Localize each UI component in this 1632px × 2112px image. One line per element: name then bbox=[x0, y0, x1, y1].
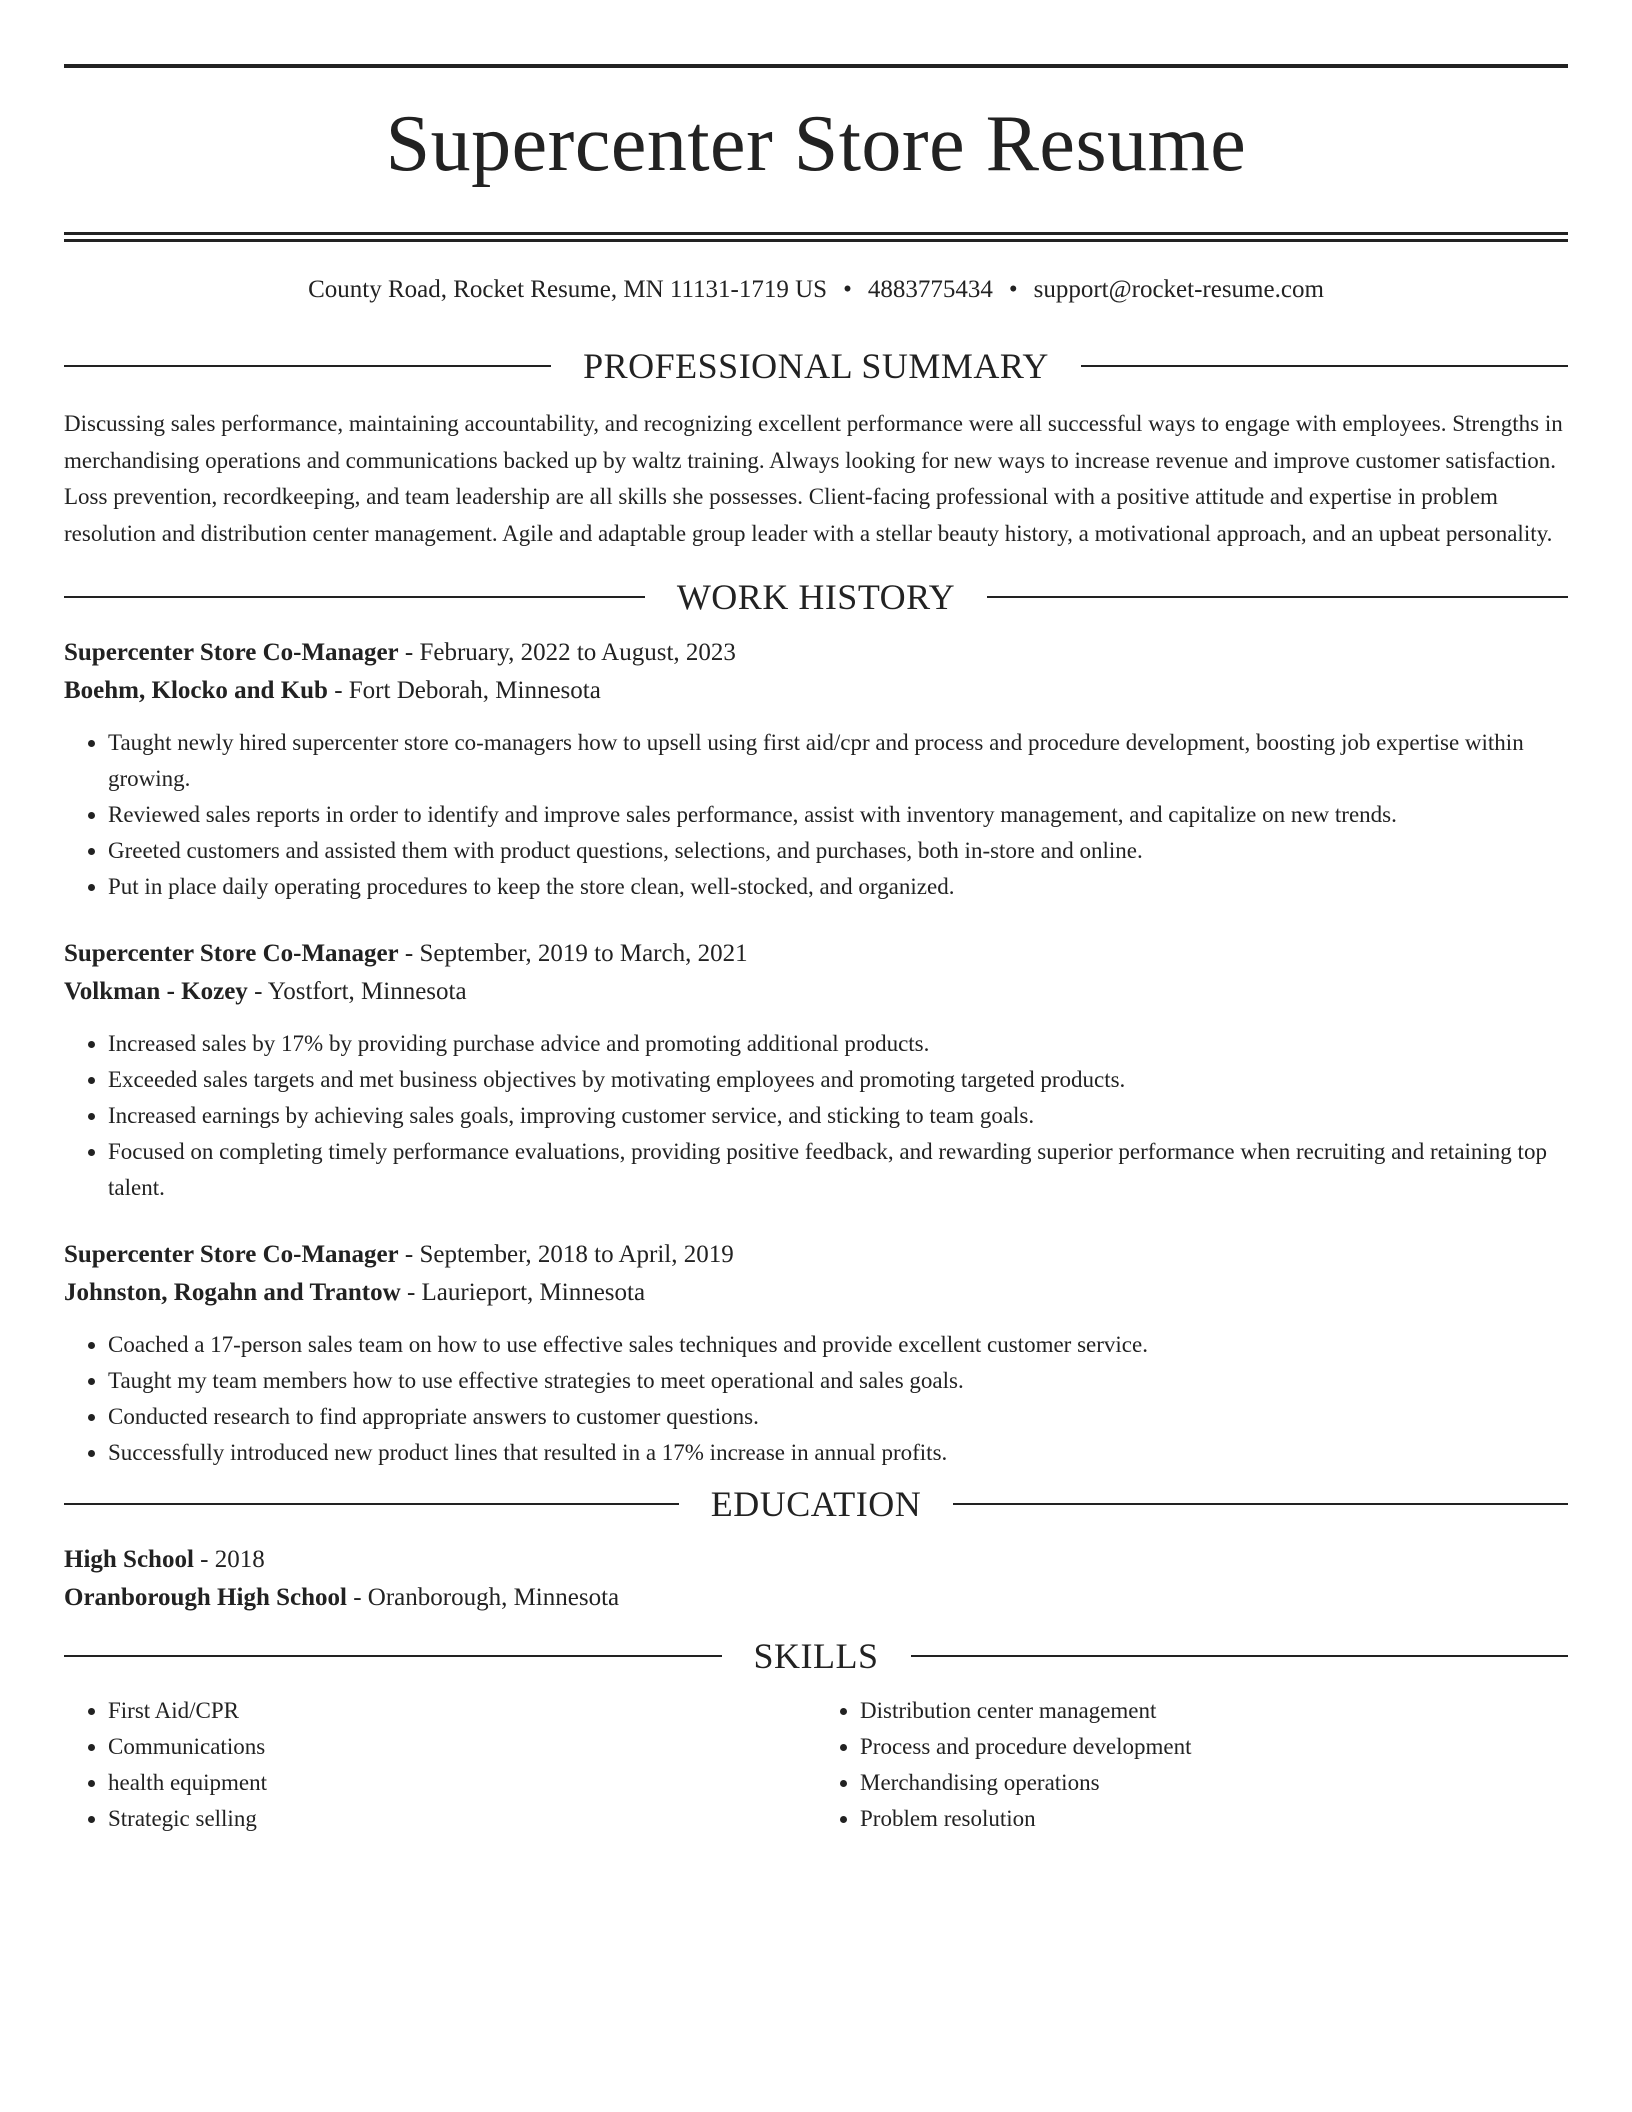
skill-item: • Communications bbox=[108, 1729, 816, 1765]
school-line bbox=[64, 1579, 1568, 1617]
list-item: • Taught my team members how to use effective strategies to meet operational and sales goals. bbox=[108, 1363, 1568, 1399]
job-title-line bbox=[64, 935, 1568, 973]
job-location: - Yostfort, Minnesota bbox=[247, 978, 467, 1005]
bullet-separator: • bbox=[1008, 276, 1018, 303]
skills-section-header bbox=[64, 1631, 1568, 1681]
heading-rule bbox=[64, 1503, 679, 1505]
job-company: Volkman - Kozey bbox=[64, 978, 248, 1005]
title-double-rule bbox=[64, 232, 1568, 242]
heading-rule bbox=[987, 596, 1568, 598]
skill-item: • Distribution center management bbox=[860, 1693, 1568, 1729]
summary-text: Discussing sales performance, maintaining accountability, and recognizing excellent performance were all successful ways to engage with employees. Strengths in merchandising operations and communications backed up by waltz training. Always looking for new ways to increase revenue and improve customer satisfaction. Loss prevention, recordkeeping, and team leadership are all skills she possesses. Client-facing professional with a positive attitude and expertise in problem resolution and distribution center management. Agile and adaptable group leader with a stellar beauty history, a motivational approach, and an upbeat personality. bbox=[64, 411, 1563, 546]
list-item: • Exceeded sales targets and met business objectives by motivating employees and promoting targeted products. bbox=[108, 1062, 1568, 1098]
work-section-header bbox=[64, 572, 1568, 622]
skill-item: • health equipment bbox=[108, 1765, 816, 1801]
heading-rule bbox=[911, 1655, 1569, 1657]
list-item: • Conducted research to find appropriate answers to customer questions. bbox=[108, 1399, 1568, 1435]
education-entry bbox=[64, 1541, 1568, 1617]
school-name: Oranborough High School bbox=[64, 1584, 347, 1611]
job-entry bbox=[64, 1236, 1568, 1471]
work-heading: WORK HISTORY bbox=[676, 577, 956, 617]
job-entry bbox=[64, 935, 1568, 1206]
heading-rule bbox=[64, 365, 551, 367]
contact-line bbox=[64, 272, 1568, 308]
job-bullets bbox=[64, 1327, 1568, 1471]
resume-title: Supercenter Store Resume bbox=[385, 100, 1247, 188]
contact-email: support@rocket-resume.com bbox=[1033, 276, 1324, 303]
list-item: • Put in place daily operating procedures to keep the store clean, well-stocked, and organized. bbox=[108, 869, 1568, 905]
list-item: • Focused on completing timely performance evaluations, providing positive feedback, and rewarding superior performance when recruiting and retaining top talent. bbox=[108, 1134, 1568, 1206]
bullet-separator: • bbox=[843, 276, 852, 303]
heading-rule bbox=[953, 1503, 1568, 1505]
list-item: • Increased earnings by achieving sales goals, improving customer service, and sticking to team goals. bbox=[108, 1098, 1568, 1134]
job-location: - Laurieport, Minnesota bbox=[400, 1279, 646, 1306]
skill-item: • Merchandising operations bbox=[860, 1765, 1568, 1801]
job-company-line bbox=[64, 1274, 1568, 1312]
job-company: Johnston, Rogahn and Trantow bbox=[64, 1279, 401, 1306]
job-dates: - September, 2018 to April, 2019 bbox=[398, 1241, 734, 1268]
skills-grid bbox=[64, 1693, 1568, 1837]
summary-section-header bbox=[64, 341, 1568, 391]
skills-list-left bbox=[64, 1693, 816, 1837]
job-title: Supercenter Store Co-Manager bbox=[64, 940, 399, 967]
skills-list-right bbox=[816, 1693, 1568, 1837]
job-bullets bbox=[64, 725, 1568, 905]
job-company-line bbox=[64, 973, 1568, 1011]
contact-address: County Road, Rocket Resume, MN 11131-1719 US bbox=[308, 276, 828, 303]
skill-item: • First Aid/CPR bbox=[108, 1693, 816, 1729]
job-entry bbox=[64, 634, 1568, 905]
education-heading: EDUCATION bbox=[710, 1484, 922, 1524]
degree: High School bbox=[64, 1546, 194, 1573]
job-title: Supercenter Store Co-Manager bbox=[64, 639, 399, 666]
graduation-year: - 2018 bbox=[193, 1546, 265, 1573]
heading-rule bbox=[1081, 365, 1568, 367]
heading-rule bbox=[64, 596, 645, 598]
job-company-line bbox=[64, 672, 1568, 710]
list-item: • Greeted customers and assisted them with product questions, selections, and purchases, both in-store and online. bbox=[108, 833, 1568, 869]
education-section-header bbox=[64, 1479, 1568, 1529]
heading-rule bbox=[64, 1655, 722, 1657]
skill-item: • Problem resolution bbox=[860, 1801, 1568, 1837]
job-title: Supercenter Store Co-Manager bbox=[64, 1241, 399, 1268]
list-item: • Increased sales by 17% by providing purchase advice and promoting additional products. bbox=[108, 1026, 1568, 1062]
contact-phone: 4883775434 bbox=[867, 276, 993, 303]
school-location: - Oranborough, Minnesota bbox=[346, 1584, 620, 1611]
job-company: Boehm, Klocko and Kub bbox=[64, 677, 328, 704]
job-bullets bbox=[64, 1026, 1568, 1206]
job-dates: - February, 2022 to August, 2023 bbox=[398, 639, 736, 666]
job-location: - Fort Deborah, Minnesota bbox=[327, 677, 601, 704]
job-title-line bbox=[64, 634, 1568, 672]
list-item: • Coached a 17-person sales team on how to use effective sales techniques and provide excellent customer service. bbox=[108, 1327, 1568, 1363]
skill-item: • Process and procedure development bbox=[860, 1729, 1568, 1765]
list-item: • Successfully introduced new product lines that resulted in a 17% increase in annual profits. bbox=[108, 1435, 1568, 1471]
degree-line bbox=[64, 1541, 1568, 1579]
list-item: • Taught newly hired supercenter store co-managers how to upsell using first aid/cpr and process and procedure development, boosting job expertise within growing. bbox=[108, 725, 1568, 797]
summary-heading: PROFESSIONAL SUMMARY bbox=[583, 346, 1049, 386]
job-dates: - September, 2019 to March, 2021 bbox=[398, 940, 748, 967]
skill-item: • Strategic selling bbox=[108, 1801, 816, 1837]
job-title-line bbox=[64, 1236, 1568, 1274]
list-item: • Reviewed sales reports in order to identify and improve sales performance, assist with inventory management, and capitalize on new trends. bbox=[108, 797, 1568, 833]
skills-heading: SKILLS bbox=[753, 1636, 879, 1676]
